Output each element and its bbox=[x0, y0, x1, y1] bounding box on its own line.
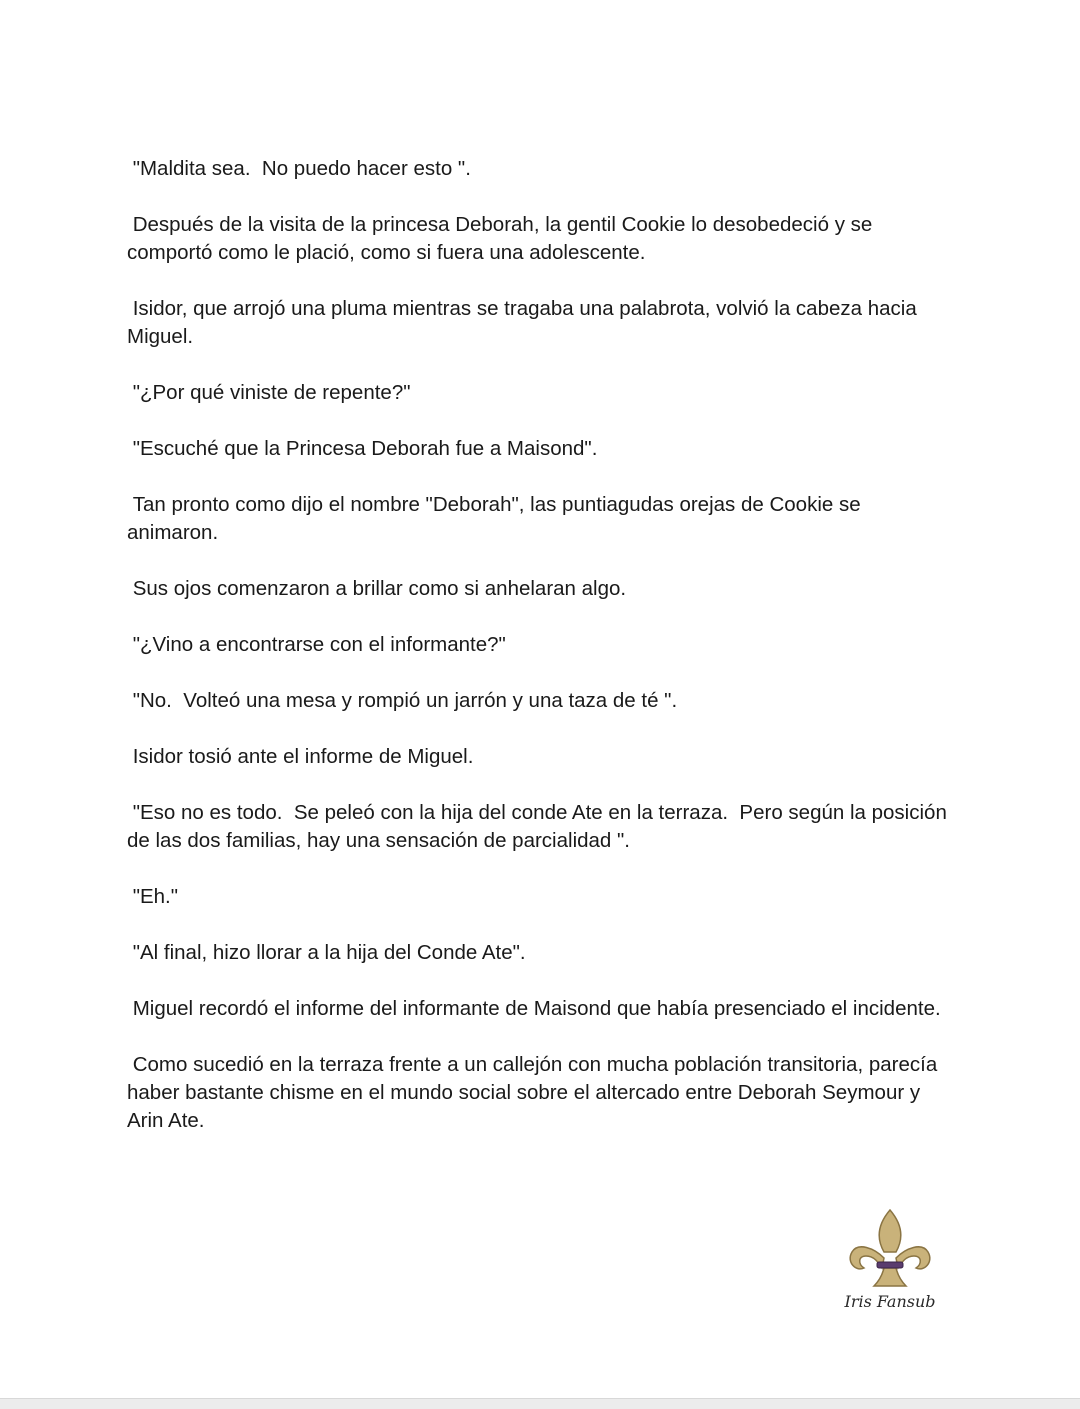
page-gap bbox=[0, 1399, 1080, 1409]
paragraph: "Escuché que la Princesa Deborah fue a Maisond". bbox=[127, 437, 598, 460]
paragraph: "¿Vino a encontrarse con el informante?" bbox=[127, 633, 506, 656]
paragraph: "Al final, hizo llorar a la hija del Conde Ate". bbox=[127, 941, 526, 964]
paragraph: Como sucedió en la terraza frente a un callejón con mucha población transitoria, parecía haber bastante chisme en el mundo social sobre el altercado entre Deborah Seymour y Arin Ate. bbox=[127, 1053, 943, 1132]
paragraph: Después de la visita de la princesa Deborah, la gentil Cookie lo desobedeció y se comportó como le plació, como si fuera una adolescente. bbox=[127, 213, 878, 264]
paragraph: Isidor tosió ante el informe de Miguel. bbox=[127, 745, 474, 768]
watermark-logo bbox=[838, 1208, 942, 1318]
fleur-de-lis-icon bbox=[844, 1208, 936, 1288]
paragraph: Sus ojos comenzaron a brillar como si anhelaran algo. bbox=[127, 577, 627, 600]
paragraph: Miguel recordó el informe del informante de Maisond que había presenciado el incidente. bbox=[127, 997, 941, 1020]
paragraph: Tan pronto como dijo el nombre "Deborah", las puntiagudas orejas de Cookie se animaron. bbox=[127, 493, 867, 544]
paragraph: "Eh." bbox=[127, 885, 179, 908]
paragraph: "¿Por qué viniste de repente?" bbox=[127, 381, 411, 404]
paragraph: "Maldita sea. No puedo hacer esto ". bbox=[127, 157, 471, 180]
paragraph: Isidor, que arrojó una pluma mientras se tragaba una palabrota, volvió la cabeza hacia Miguel. bbox=[127, 297, 923, 348]
document-body bbox=[127, 155, 957, 1163]
paragraph: "No. Volteó una mesa y rompió un jarrón y una taza de té ". bbox=[127, 689, 678, 712]
paragraph: "Eso no es todo. Se peleó con la hija del conde Ate en la terraza. Pero según la posición de las dos familias, hay una sensación de parcialidad ". bbox=[127, 801, 953, 852]
watermark-label: Iris Fansub bbox=[844, 1292, 936, 1311]
